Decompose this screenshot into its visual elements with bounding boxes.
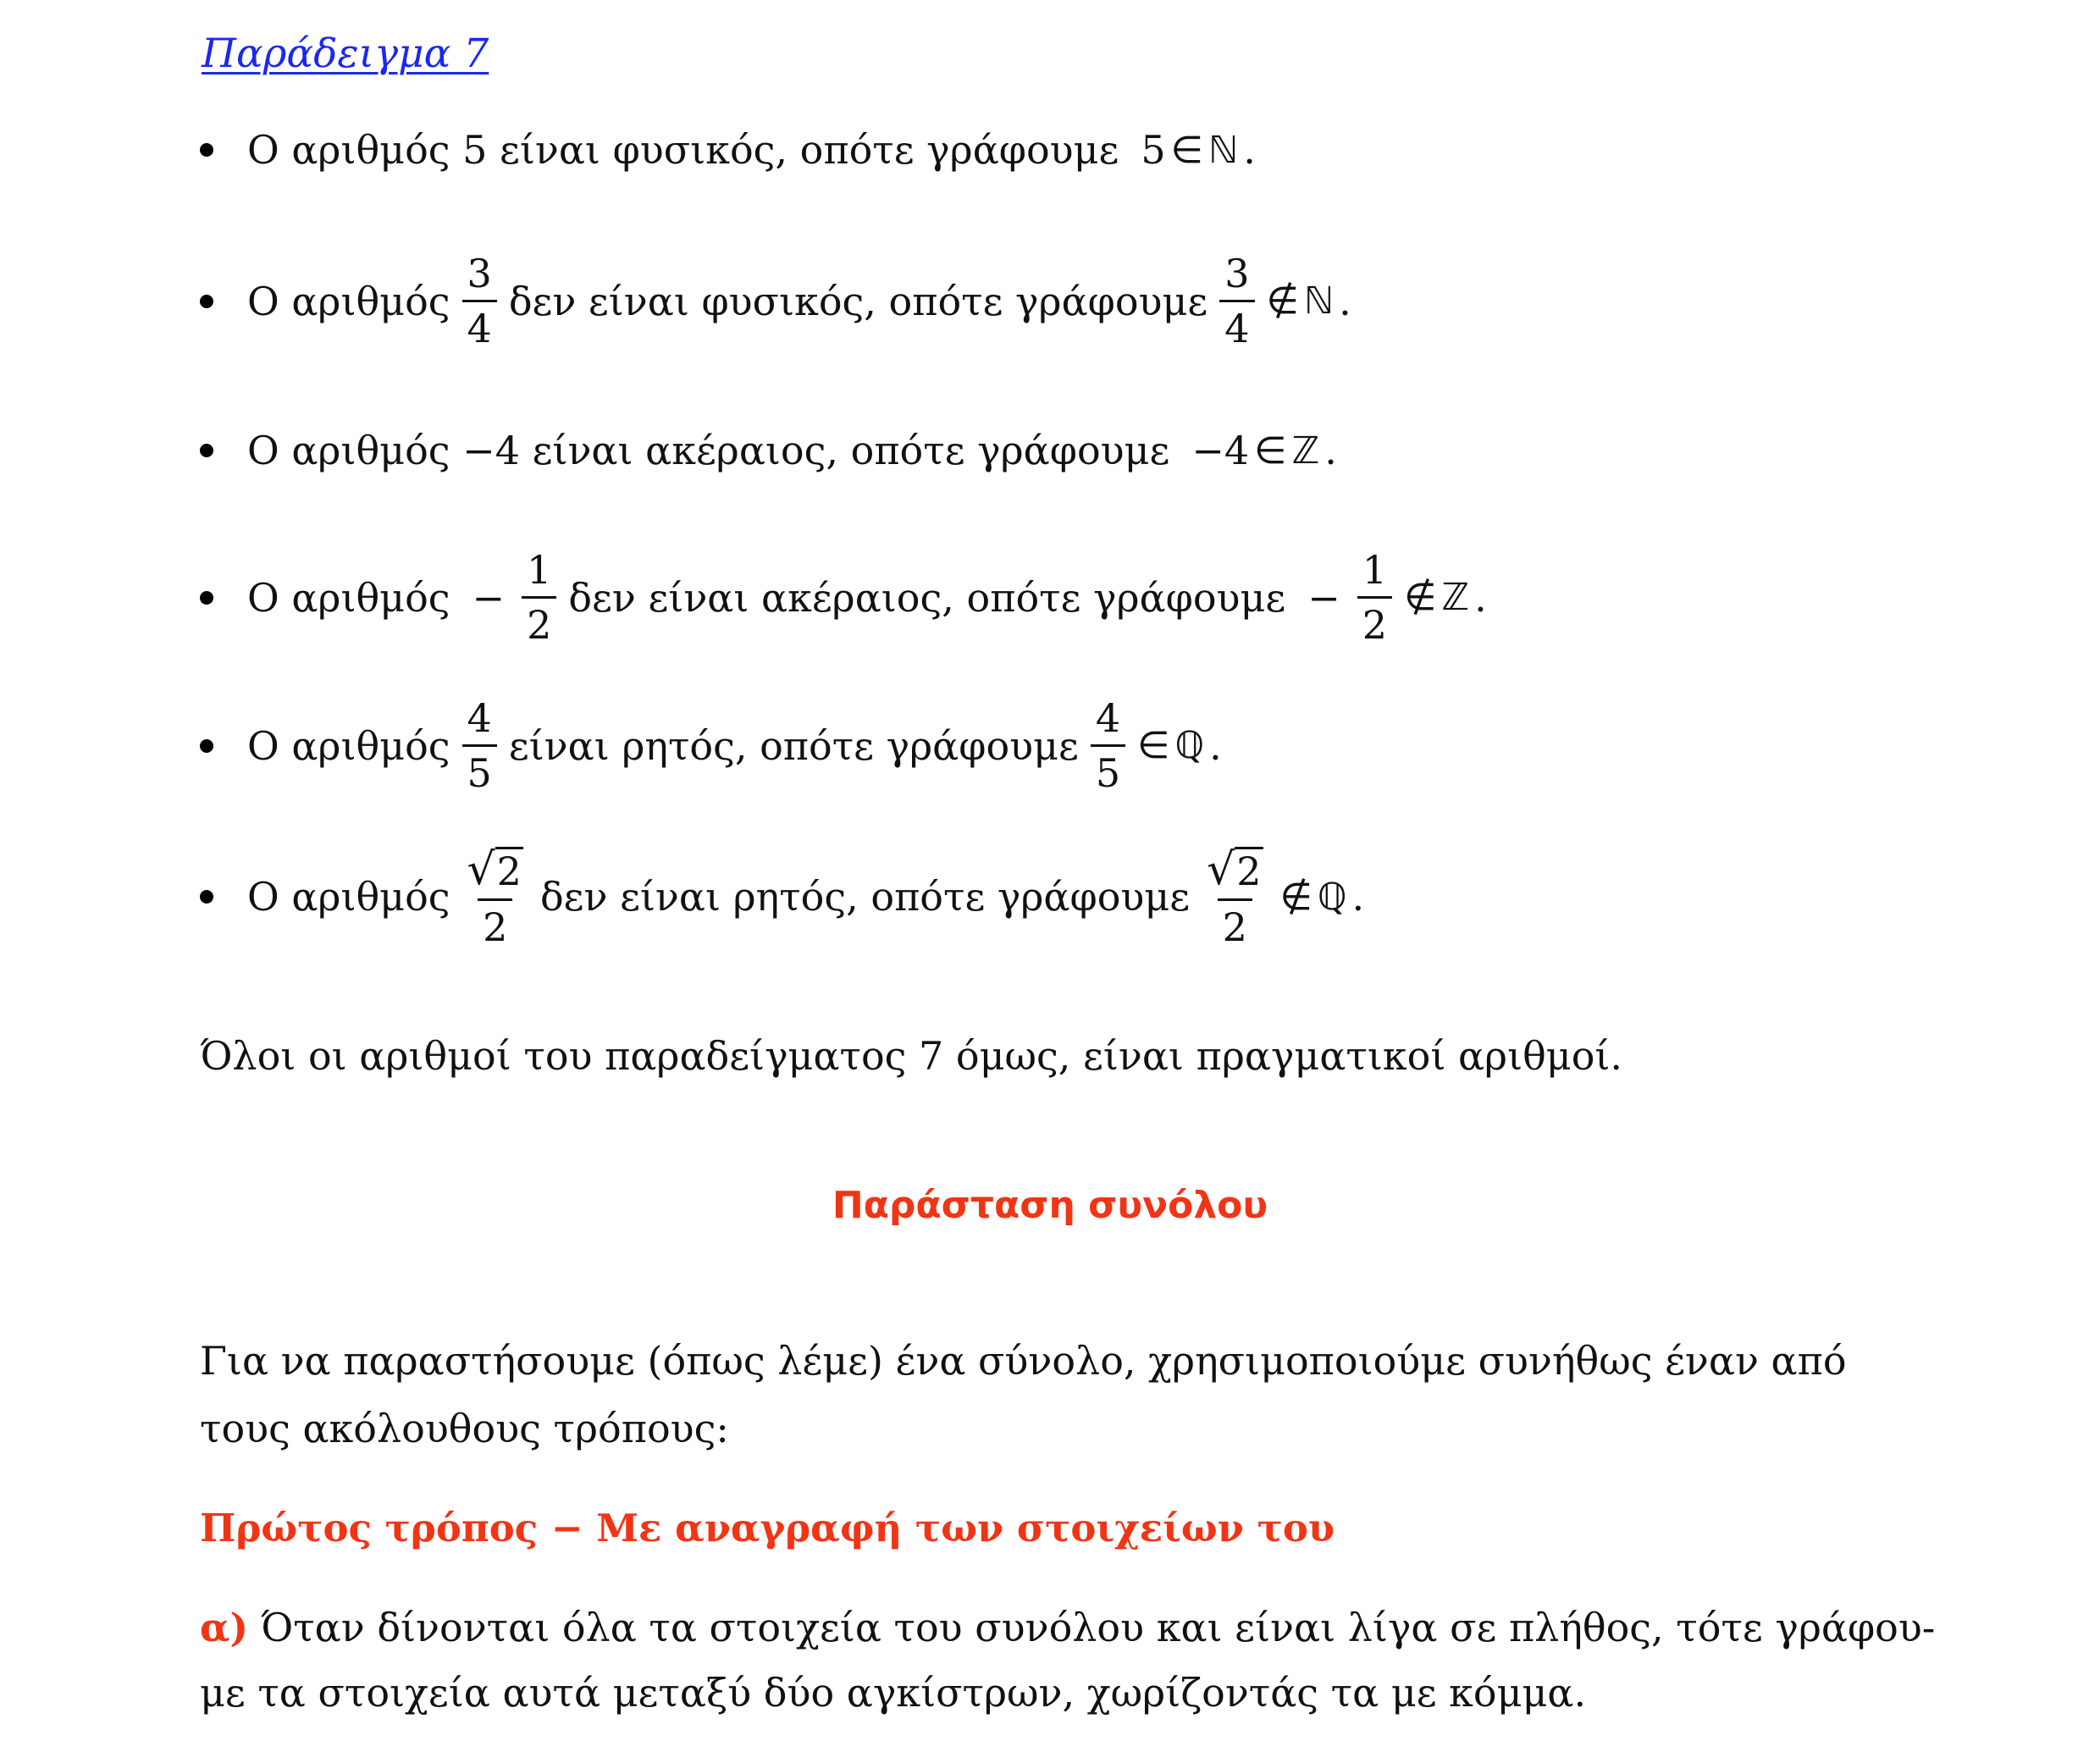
intro-line-1: Για να παραστήσουμε (όπως λέμε) ένα σύνολο, χρησιμοποιούμε συνήθως έναν από	[200, 1338, 1847, 1384]
relation-symbol: ∉	[1266, 279, 1299, 323]
numerator: 3	[1224, 251, 1250, 296]
bullet-text: Ο αριθμός	[247, 278, 450, 324]
point-a-line-2: με τα στοιχεία αυτά μεταξύ δύο αγκίστρων, χωρίζοντάς τα με κόμμα.	[200, 1670, 1587, 1716]
method-heading: Πρώτος τρόπος − Με αναγραφή των στοιχείων του	[200, 1506, 1335, 1550]
relation-symbol: ∈	[1170, 128, 1203, 172]
bullet-dot	[200, 295, 213, 308]
denominator: 2	[1357, 596, 1392, 644]
bullet-item-1	[200, 127, 1256, 173]
denominator: 5	[1091, 744, 1125, 793]
set-symbol: ℕ	[1208, 128, 1239, 172]
square-root	[1207, 844, 1263, 896]
bullet-item-3	[200, 428, 1337, 473]
bullet-dot	[200, 444, 213, 457]
set-symbol: ℚ	[1317, 875, 1347, 919]
fraction	[1219, 251, 1254, 351]
denominator: 2	[1218, 898, 1252, 947]
relation-symbol: ∉	[1404, 576, 1437, 619]
numerator: 1	[1362, 547, 1388, 593]
relation-symbol: ∈	[1137, 724, 1170, 767]
bullet-dot	[200, 890, 213, 904]
bullet-dot	[200, 591, 213, 605]
period: .	[1339, 278, 1351, 324]
radical-sign-icon: √	[467, 844, 495, 896]
fraction	[462, 844, 528, 951]
bullet-text-mid: δεν είναι ακέραιος, οπότε γράφουμε	[568, 574, 1286, 621]
summary-paragraph: Όλοι οι αριθμοί του παραδείγματος 7 όμως, είναι πραγματικοί αριθμοί.	[200, 1033, 1623, 1079]
intro-line-2: τους ακόλουθους τρόπους:	[200, 1406, 729, 1451]
fraction	[522, 547, 556, 648]
bullet-text: Ο αριθμός	[247, 874, 450, 920]
bullet-text: Ο αριθμός	[247, 574, 450, 621]
bullet-item-4	[200, 547, 1487, 648]
relation-symbol: ∉	[1279, 875, 1312, 919]
point-a-label: α)	[200, 1605, 249, 1650]
expression-value: −4	[1191, 428, 1250, 473]
bullet-text: Ο αριθμός	[247, 722, 450, 769]
bullet-text-mid: δεν είναι φυσικός, οπότε γράφουμε	[508, 278, 1208, 324]
bullet-text-mid: δεν είναι ρητός, οπότε γράφουμε	[539, 874, 1191, 920]
radicand: 2	[496, 848, 522, 894]
denominator: 4	[462, 300, 497, 348]
fraction	[462, 251, 497, 351]
period: .	[1351, 874, 1365, 920]
set-symbol: ℚ	[1174, 724, 1205, 767]
point-a-line-1	[200, 1605, 1935, 1650]
bullet-dot	[200, 143, 213, 157]
numerator: 3	[467, 251, 492, 296]
radical-sign-icon: √	[1207, 844, 1235, 896]
numerator	[462, 844, 528, 898]
fraction	[1202, 844, 1268, 951]
bullet-text: Ο αριθμός 5 είναι φυσικός, οπότε γράφουμε	[247, 127, 1119, 173]
denominator: 2	[522, 596, 556, 644]
period: .	[1324, 428, 1337, 473]
section-heading: Παράσταση συνόλου	[832, 1184, 1268, 1227]
numerator: 4	[1095, 695, 1121, 741]
bullet-dot	[200, 739, 213, 753]
denominator: 5	[462, 744, 497, 793]
minus-sign: −	[1307, 574, 1340, 621]
example-title: Παράδειγμα 7	[202, 30, 489, 77]
period: .	[1243, 127, 1256, 173]
numerator: 4	[467, 695, 492, 741]
denominator: 4	[1219, 300, 1254, 348]
expression-value: 5	[1141, 127, 1166, 173]
square-root	[467, 844, 523, 896]
bullet-item-2	[200, 251, 1351, 351]
bullet-text-mid: είναι ρητός, οπότε γράφουμε	[508, 722, 1079, 769]
bullet-text: Ο αριθμός −4 είναι ακέραιος, οπότε γράφουμε	[247, 428, 1170, 473]
period: .	[1474, 574, 1487, 621]
period: .	[1209, 722, 1222, 769]
bullet-item-6	[200, 844, 1365, 951]
fraction	[462, 695, 497, 796]
set-symbol: ℤ	[1291, 428, 1320, 473]
fraction	[1091, 695, 1125, 796]
set-symbol: ℕ	[1303, 279, 1335, 323]
point-a-text-1: Όταν δίνονται όλα τα στοιχεία του συνόλου και είναι λίγα σε πλήθος, τότε γράφου-	[260, 1605, 1936, 1650]
bullet-item-5	[200, 695, 1222, 796]
radicand: 2	[1236, 848, 1262, 894]
denominator: 2	[478, 898, 512, 947]
relation-symbol: ∈	[1254, 428, 1287, 473]
fraction	[1357, 547, 1392, 648]
minus-sign: −	[472, 574, 506, 621]
set-symbol: ℤ	[1441, 576, 1470, 619]
numerator	[1202, 844, 1268, 898]
numerator: 1	[527, 547, 552, 593]
